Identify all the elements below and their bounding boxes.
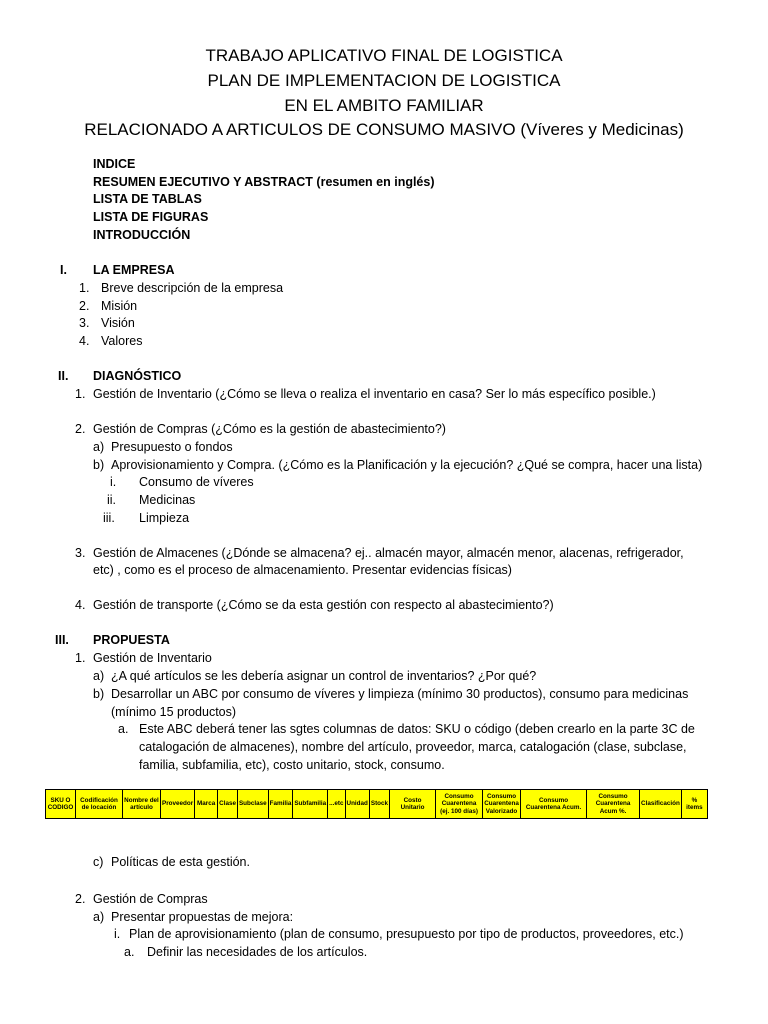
diag-item-2b-iii-number: iii.	[103, 511, 115, 525]
col-marca: Marca	[195, 790, 218, 819]
prop-item-1b-a-line-3: familia, subfamilia, etc), costo unitario, stock, consumo.	[139, 758, 445, 772]
diag-item-3-number: 3.	[75, 546, 86, 560]
col-stock: Stock	[369, 790, 389, 819]
prop-item-1a: ¿A qué artículos se les debería asignar un control de inventarios? ¿Por qué?	[111, 669, 537, 683]
prop-item-2a-i-a-number: a.	[124, 945, 135, 959]
prop-item-1a-number: a)	[93, 669, 105, 683]
prop-item-1c-number: c)	[93, 855, 104, 869]
diag-item-2: Gestión de Compras (¿Cómo es la gestión de abastecimiento?)	[93, 422, 446, 436]
col-nombre-articulo: Nombre del artículo	[123, 790, 161, 819]
diag-item-2b-ii-number: ii.	[107, 493, 117, 507]
section-1-number: I.	[60, 263, 67, 277]
prop-item-2a-i-a: Definir las necesidades de los artículos.	[147, 945, 368, 959]
col-etc: ...etc	[328, 790, 345, 819]
section-1-item-3-number: 3.	[79, 316, 90, 330]
diag-item-4: Gestión de transporte (¿Cómo se da esta gestión con respecto al abastecimiento?)	[93, 598, 554, 612]
col-unidad: Unidad	[345, 790, 369, 819]
prop-item-2a-i: Plan de aprovisionamiento (plan de consumo, presupuesto por tipo de productos, proveedores, etc.)	[129, 927, 684, 941]
diag-item-3-line-2: etc) , como es el proceso de almacenamiento. Presentar evidencias físicas)	[93, 563, 512, 577]
diag-item-2b: Aprovisionamiento y Compra. (¿Cómo es la Planificación y la ejecución? ¿Qué se compra, hacer una lista)	[111, 458, 703, 472]
front-lista-figuras: LISTA DE FIGURAS	[93, 210, 209, 224]
prop-item-1b-a-line-1: Este ABC deberá tener las sgtes columnas de datos: SKU o código (deben crearlo en la parte 3C de	[139, 722, 695, 736]
prop-item-1-number: 1.	[75, 651, 86, 665]
prop-item-2: Gestión de Compras	[93, 892, 208, 906]
prop-item-1c: Políticas de esta gestión.	[111, 855, 250, 869]
section-1-item-4: Valores	[101, 334, 143, 348]
diag-item-3-line-1: Gestión de Almacenes (¿Dónde se almacena? ej.. almacén mayor, almacén menor, alacenas, refrigerador,	[93, 546, 684, 560]
prop-item-1b-line-1: Desarrollar un ABC por consumo de víveres y limpieza (mínimo 30 productos), consumo para medicinas	[111, 687, 689, 701]
col-clase: Clase	[218, 790, 238, 819]
prop-item-1b-line-2: (mínimo 15 productos)	[111, 705, 237, 719]
section-1-item-3: Visión	[101, 316, 135, 330]
title-line-1: TRABAJO APLICATIVO FINAL DE LOGISTICA	[205, 46, 563, 65]
diag-item-2b-i-number: i.	[110, 475, 117, 489]
col-pct-items: % items	[681, 790, 707, 819]
prop-item-2a-number: a)	[93, 910, 105, 924]
col-familia: Familia	[268, 790, 293, 819]
section-2-heading: DIAGNÓSTICO	[93, 369, 182, 383]
title-line-3: EN EL AMBITO FAMILIAR	[284, 96, 484, 115]
col-costo-unitario: Costo Unitario	[390, 790, 436, 819]
col-clasificacion: Clasificación	[640, 790, 682, 819]
col-subclase: Subclase	[237, 790, 268, 819]
diag-item-1: Gestión de Inventario (¿Cómo se lleva o realiza el inventario en casa? Ser lo más específico posible.)	[93, 387, 656, 401]
prop-item-2a: Presentar propuestas de mejora:	[111, 910, 294, 924]
diag-item-2b-ii: Medicinas	[139, 493, 196, 507]
prop-item-1: Gestión de Inventario	[93, 651, 212, 665]
front-introduccion: INTRODUCCIÓN	[93, 228, 191, 242]
col-consumo-acum-pct: Consumo Cuarentena Acum %.	[587, 790, 640, 819]
diag-item-2b-i: Consumo de víveres	[139, 475, 254, 489]
diag-item-2-number: 2.	[75, 422, 86, 436]
section-1-heading: LA EMPRESA	[93, 263, 175, 277]
section-1-item-2: Misión	[101, 299, 138, 313]
diag-item-4-number: 4.	[75, 598, 86, 612]
title-line-2: PLAN DE IMPLEMENTACION DE LOGISTICA	[207, 71, 561, 90]
prop-item-2a-i-number: i.	[114, 927, 121, 941]
section-1-item-2-number: 2.	[79, 299, 90, 313]
front-lista-tablas: LISTA DE TABLAS	[93, 192, 202, 206]
col-proveedor: Proveedor	[161, 790, 195, 819]
prop-item-1b-number: b)	[93, 687, 105, 701]
section-1-item-1: Breve descripción de la empresa	[101, 281, 284, 295]
prop-item-2-number: 2.	[75, 892, 86, 906]
section-3-number: III.	[55, 633, 69, 647]
diag-item-2b-iii: Limpieza	[139, 511, 190, 525]
diag-item-2b-number: b)	[93, 458, 105, 472]
front-indice: INDICE	[93, 157, 136, 171]
section-2-number: II.	[58, 369, 69, 383]
abc-header-row	[46, 790, 708, 819]
abc-columns-table	[45, 789, 708, 819]
diag-item-1-number: 1.	[75, 387, 86, 401]
prop-item-1b-a-line-2: catalogación de almacenes), nombre del artículo, proveedor, marca, catalogación (clase, subclase,	[139, 740, 687, 754]
section-1-item-4-number: 4.	[79, 334, 90, 348]
col-subfamilia: Subfamilia	[293, 790, 328, 819]
title-line-4: RELACIONADO A ARTICULOS DE CONSUMO MASIVO (Víveres y Medicinas)	[84, 120, 684, 139]
col-consumo-cuarentena: Consumo Cuarentena (ej. 100 días)	[436, 790, 483, 819]
diag-item-2a: Presupuesto o fondos	[111, 440, 233, 454]
col-consumo-acum: Consumo Cuarentena Acum.	[521, 790, 587, 819]
col-codificacion-locacion: Codificación de locación	[76, 790, 123, 819]
prop-item-1b-a-number: a.	[118, 722, 129, 736]
front-resumen: RESUMEN EJECUTIVO Y ABSTRACT (resumen en inglés)	[93, 175, 435, 189]
col-consumo-valorizado: Consumo Cuarentena Valorizado	[483, 790, 521, 819]
section-3-heading: PROPUESTA	[93, 633, 170, 647]
section-1-item-1-number: 1.	[79, 281, 90, 295]
col-sku: SKU O CODIGO	[46, 790, 76, 819]
diag-item-2a-number: a)	[93, 440, 105, 454]
